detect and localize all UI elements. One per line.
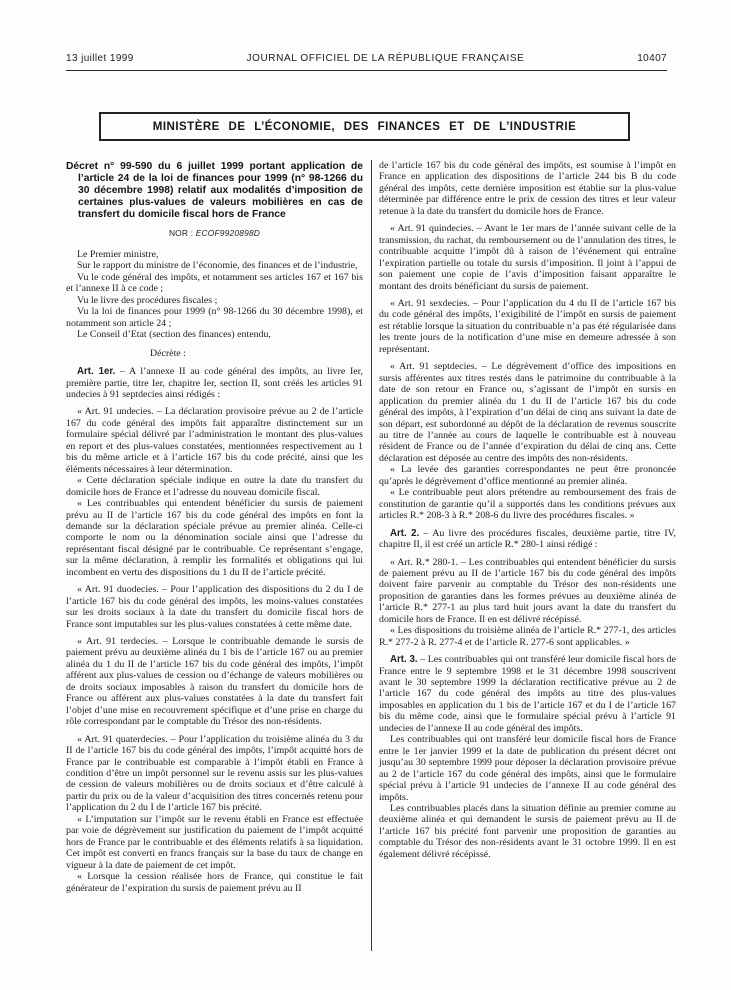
paragraph-text: « Le contribuable peut alors prétendre au remboursement des frais de constitution de garantie qu’il a supportés dans les conditions prévues aux articles R.* 208-3 à R.* 208-6 du livre des procédures fiscales. »	[379, 487, 676, 522]
paragraph-text: Le Premier ministre,	[77, 248, 159, 260]
paragraph-text: « Art. 91 quaterdecies. – Pour l’application du troisième alinéa du 3 du II de l’article 167 bis du code général des impôts, l’impôt acquitté hors de France par le contribuable est comparable à l’impôt établi en France à condition d’être un impôt personnel sur le revenu assis sur les plus-values de cession de valeurs mobilières ou de droits sociaux et d’être calculé à partir du prix ou de la valeur d’acquisition des titres concernés retenu pour l’application du 2 du I de l’article 167 bis précité.	[66, 733, 363, 814]
paragraph-text: Décrète :	[150, 347, 186, 359]
paragraph	[66, 734, 363, 814]
paragraph	[379, 361, 676, 464]
paragraph-text: Le Conseil d’Etat (section des finances) entendu,	[77, 329, 271, 341]
text-columns	[66, 160, 676, 951]
paragraph	[66, 498, 363, 578]
nor-label: NOR :	[168, 227, 194, 238]
paragraph	[66, 329, 363, 340]
paragraph-text: Sur le rapport du ministre de l’économie, des finances et de l’industrie,	[77, 260, 358, 272]
ministry-banner-text: MINISTÈRE DE L’ÉCONOMIE, DES FINANCES ET DE L’INDUSTRIE	[152, 121, 577, 133]
paragraph	[379, 654, 676, 734]
nor-code: ECOF9920898D	[195, 227, 261, 238]
paragraph	[379, 625, 676, 648]
paragraph	[66, 406, 363, 475]
paragraph	[66, 306, 363, 329]
paragraph	[66, 348, 363, 359]
paragraph-text: – A l’annexe II au code général des impôts, au livre Ier, première partie, titre Ier, chapitre Ier, section II, sont créés les articles 91 undecies à 91 septdecies ainsi rédigés :	[66, 366, 363, 400]
paragraph-text: « L’imputation sur l’impôt sur le revenu établi en France est effectuée par voie de dégrèvement sur justification du paiement de l’impôt acquitté hors de France par le contribuable et des éléments relatifs à sa liquidation. Cet impôt est converti en francs français sur la base du taux de change en vigueur à la date de paiement de cet impôt.	[66, 813, 363, 871]
paragraph-text: Vu le code général des impôts, et notamment ses articles 167 et 167 bis et l’annexe II à ce code ;	[66, 271, 363, 295]
paragraph-lead: Art. 1er.	[77, 366, 116, 378]
page-number: 10407	[637, 53, 667, 64]
journal-title: JOURNAL OFFICIEL DE LA RÉPUBLIQUE FRANÇAISE	[246, 53, 525, 64]
paragraph-text: « Art. 91 quindecies. – Avant le 1er mars de l’année suivant celle de la transmission, du rachat, du remboursement ou de l’annulation des titres, le contribuable acquitte l’impôt dû à raison de l’événement qui entraîne l’expiration partielle ou totale du sursis d’imposition. Il joint à l’appui de son paiement une copie de l’avis d’imposition faisant apparaître le montant des droits bénéficiant du sursis de paiement.	[379, 223, 676, 292]
paragraph	[66, 475, 363, 498]
paragraph-text: Les contribuables placés dans la situation définie au premier comme au deuxième alinéa et qui demandent le sursis de paiement prévu au II de l’article 167 bis précité font parvenir une proposition de garanties au comptable du Trésor des non-résidents avant le 31 octobre 1999. Il en est également délivré récépissé.	[379, 803, 676, 860]
paragraph-text: – Les contribuables qui ont transféré leur domicile fiscal hors de France entre le 9 septembre 1998 et le 31 décembre 1998 souscrivent avant le 30 septembre 1999 la déclaration rectificative prévue au 2 de l’article 167 du code général des impôts au titre des plus-values imposables en application du 1 bis de l’article 167 et du I de l’article 167 bis du même code, ainsi que le formulaire spécial prévu à l’article 91 undecies de l’annexe II au code général des impôts.	[379, 654, 676, 734]
paragraph-text: « Art. 91 septdecies. – Le dégrèvement d’office des impositions en sursis afférentes aux titres restés dans le patrimoine du contribuable à la date de son retour en France ou, s’agissant de l’impôt en sursis en application du premier alinéa du 1 du II de l’article 167 bis du code général des impôts, à l’expiration d’un délai de cinq ans suivant la date de son départ, est subordonné au dépôt de la déclaration de revenus souscrite au titre de l’année au cours de laquelle le contribuable est à nouveau résident de France ou de l’année d’expiration du délai de cinq ans. Cette déclaration est déposée au centre des impôts des non-résidents.	[379, 361, 676, 464]
paragraph-text: « Lorsque la cession réalisée hors de France, qui constitue le fait générateur de l’expiration du sursis de paiement prévu au II	[66, 871, 363, 894]
paragraph-text: « Art. 91 sexdecies. – Pour l’application du 4 du II de l’article 167 bis du code général des impôts, l’exigibilité de l’impôt en sursis de paiement est rétablie lorsque la situation du contribuable n’a pas été régularisée dans les trente jours de la notification d’une mise en demeure adressée à son représentant.	[379, 297, 676, 355]
paragraph-text: « Art. R.* 280-1. – Les contribuables qui entendent bénéficier du sursis de paiement prévu au II de l’article 167 bis du code général des impôts doivent faire parvenir au comptable du Trésor des non-résidents une proposition de garanties dans les formes prévues au deuxième alinéa de l’article R.* 277-1 au plus tard huit jours avant la date du transfert du domicile hors de France. Il en est délivré récépissé.	[379, 556, 676, 625]
paragraph	[66, 871, 363, 894]
paragraph-text: de l’article 167 bis du code général des impôts, est soumise à l’impôt en France en application des dispositions de l’article 244 bis B du code général des impôts, cette dernière imposition est établie sur la plus-value déterminée par différence entre le prix de cession des titres et leur valeur retenue à la date du transfert du domicile hors de France.	[379, 160, 676, 217]
nor-line	[66, 228, 363, 239]
paragraph	[66, 636, 363, 728]
paragraph-text: « La levée des garanties correspondantes ne peut être prononcée qu’après le dégrèvement d’office mentionné au premier alinéa.	[379, 464, 676, 487]
paragraph-text: « Art. 91 undecies. – La déclaration provisoire prévue au 2 de l’article 167 du code général des impôts fait apparaître distinctement sur un formulaire spécial délivré par l’administration le montant des plus-values en report et des plus-values constatées, mentionnées respectivement au 1 bis du même article et à l’article 167 bis du code précité, ainsi que les éléments nécessaires à leur détermination.	[66, 406, 363, 475]
column-left	[66, 160, 363, 951]
paragraph	[379, 803, 676, 860]
paragraph-text: « Cette déclaration spéciale indique en outre la date du transfert du domicile hors de France et l’adresse du nouveau domicile fiscal.	[66, 475, 363, 498]
paragraph-text: « Les contribuables qui entendent bénéficier du sursis de paiement prévu au II de l’article 167 bis du code général des impôts en font la demande sur la déclaration spéciale prévue au premier alinéa. Celle-ci comporte le nom ou la dénomination sociale ainsi que l’adresse du représentant fiscal désigné par le contribuable. Ce représentant s’engage, sur la même déclaration, à remplir les formalités et obligations qui lui incombent en vertu des dispositions du 1 du II de l’article précité.	[66, 498, 363, 578]
column-divider	[371, 160, 372, 951]
paragraph	[66, 260, 363, 271]
paragraph	[379, 160, 676, 217]
decree-title: Décret n° 99-590 du 6 juillet 1999 portant application de l’article 24 de la loi de finances pour 1999 (n° 98-1266 du 30 décembre 1998) relatif aux modalités d’imposition de certaines plus-values de valeurs mobilières en cas de transfert du domicile fiscal hors de France	[66, 161, 363, 220]
column-right	[379, 160, 676, 951]
paragraph	[379, 223, 676, 292]
paragraph	[66, 249, 363, 260]
paragraph	[379, 298, 676, 355]
paragraph-text: « Art. 91 duodecies. – Pour l’application des dispositions du 2 du I de l’article 167 bis du code général des impôts, les moins-values constatées sur les droits sociaux à la date du transfert du domicile fiscal hors de France sont imputables sur les plus-values constatées à cette même date.	[66, 584, 363, 630]
paragraph-text: – Au livre des procédures fiscales, deuxième partie, titre IV, chapitre II, il est créé un article R.* 280-1 ainsi rédigé :	[379, 527, 676, 551]
paragraph	[66, 272, 363, 295]
paragraph-lead: Art. 3.	[390, 654, 418, 666]
paragraph-text: Vu le livre des procédures fiscales ;	[77, 294, 218, 306]
paragraph-text: Les contribuables qui ont transféré leur domicile fiscal hors de France entre le 1er janvier 1999 et la date de publication du présent décret ont jusqu’au 30 septembre 1999 pour déposer la déclaration provisoire prévue au 2 de l’article 167 du code général des impôts, ainsi que le formulaire spécial prévu à l’article 91 undecies de l’annexe II au code général des impôts.	[379, 734, 676, 803]
paragraph-text: « Art. 91 terdecies. – Lorsque le contribuable demande le sursis de paiement prévu au deuxième alinéa du 1 bis de l’article 167 ou au premier alinéa du 1 du II de l’article 167 bis du code général des impôts, l’impôt afférent aux plus-values de cession ou d’échange de valeurs mobilières ou de droits sociaux imposables à raison du transfert du domicile hors de France ou afférent aux plus-values constatées à la date du transfert fait l’objet d’une mise en recouvrement spécifique et d’une prise en charge du rôle correspondant par le comptable du Trésor des non-résidents.	[66, 636, 363, 728]
header-rule	[66, 70, 667, 71]
ministry-banner	[99, 112, 630, 141]
paragraph	[379, 528, 676, 551]
paragraph	[66, 814, 363, 871]
paragraph-lead: Art. 2.	[390, 527, 420, 539]
paragraph-text: Vu la loi de finances pour 1999 (n° 98-1266 du 30 décembre 1998), et notamment son article 24 ;	[66, 306, 363, 329]
paragraph	[379, 557, 676, 626]
paragraph	[379, 464, 676, 487]
page-header	[66, 53, 667, 64]
paragraph	[66, 295, 363, 306]
paragraph	[66, 584, 363, 630]
paragraph	[379, 487, 676, 521]
paragraph	[379, 734, 676, 803]
paragraph-text: « Les dispositions du troisième alinéa de l’article R.* 277-1, des articles R.* 277-2 à R. 277-4 et de l’article R. 277-6 sont applicables. »	[379, 625, 676, 648]
paragraph	[66, 366, 363, 400]
header-date: 13 juillet 1999	[66, 53, 134, 64]
